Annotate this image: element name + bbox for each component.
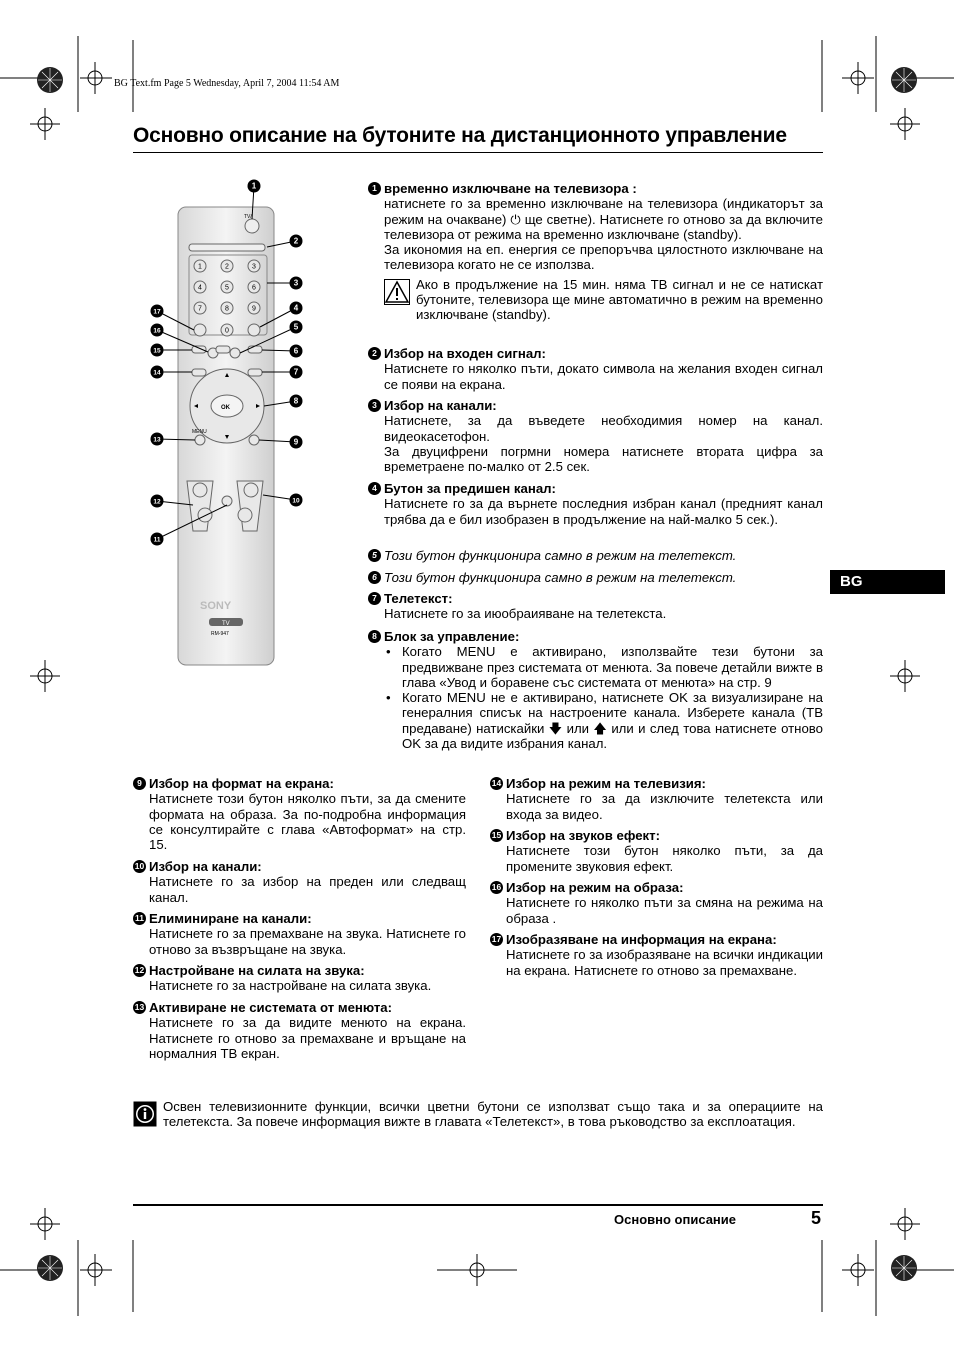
digit-label: 5 [225, 284, 229, 292]
callout-number: 8 [293, 396, 299, 406]
prev-channel-button [248, 324, 260, 336]
footer-divider [133, 1204, 823, 1206]
callout-number: 17 [153, 308, 161, 316]
callout-number: 7 [293, 367, 299, 377]
digit-label: 7 [198, 305, 202, 313]
mute-button [222, 496, 232, 506]
callout-number: 4 [293, 303, 299, 313]
digit-label: 3 [252, 263, 256, 271]
red-button [216, 346, 230, 353]
teletext-button-6 [248, 346, 262, 353]
remote-control-illustration [145, 175, 315, 675]
callout-number: 1 [251, 181, 257, 191]
item-9: 9 Избор на формат на екрана: Натиснете този бутон няколко пъти, за да смените формата на образа. За по-подробна информация се консултирайте с глава «Автоформат» на стр. 15. [133, 776, 466, 852]
ok-label: OK [221, 405, 230, 411]
page-number: 5 [811, 1208, 822, 1228]
digit-label: 9 [252, 305, 256, 313]
digit-label: 8 [225, 305, 229, 313]
power-label: TV/ [244, 214, 252, 220]
list-item: • Когато MENU не е активирано, натиснете OK за визуализиране на генералния списък на настроените канала. Изберете канала (ТВ предаване) натискайки 🡇 или 🡅 или и след това натиснете отново OK за да видите избрания канал. [368, 690, 823, 751]
power-button [245, 219, 259, 233]
digit-label: 0 [225, 327, 229, 335]
page-title: Основно описание на бутоните на дистанционното управление [133, 124, 787, 147]
item-15: 15 Избор на звуков ефект: Натиснете този бутон няколко пъти, за да промените звуковия ефект. [491, 828, 823, 874]
digit-label: 4 [198, 284, 202, 292]
title-divider [133, 152, 823, 153]
item-10: 10 Избор на канали: Натиснете го за избор на преден или следващ канал. [134, 859, 466, 905]
callout-number: 15 [153, 347, 161, 355]
item-4: 4 Бутон за предишен канал: Натиснете го за да върнете последния избран канал (предният канал трябва да е бил изобразен в продължение на най-малко 5 сек.). [368, 481, 823, 527]
callout-number: 11 [153, 536, 161, 544]
language-tab: BG [830, 570, 945, 594]
tv-mode-button [192, 369, 206, 376]
sound-effect-button [192, 346, 206, 353]
footer-section-label: Основно описание [614, 1212, 737, 1227]
menu-label: MENU [192, 429, 207, 435]
callout-number: 5 [293, 322, 299, 332]
teletext-button [248, 369, 262, 376]
item-1: 1 временно изключване на телевизора : натиснете го за временно изключване на телевизора (индикаторът за режим на очакване) ⏻ ще светне). Натиснете го отново за да включите телевизора от режима на временно изключване (standby). За икономия на еп. енергия се препоръчва цялостното изключване на телевизора когато не се използва. Ако в продължение на 15 мин. няма ТВ сигнал и не се натискат бутоните, телевизора ще мине автоматично в режим на временно изключване (standby). [368, 181, 823, 327]
tv-label: TV [222, 621, 230, 627]
item-11: 11 Елиминиране на канали: Натиснете го за премахване на звука. Натиснете го отново за възвръщане на звука. [135, 911, 466, 957]
item-5: 5 Този бутон функционира самно в режим на телетекст. [368, 548, 823, 563]
callout-number: 14 [153, 369, 161, 377]
teletext-button-5 [230, 348, 240, 358]
warning-icon [384, 279, 410, 305]
item-2: 2 Избор на входен сигнал: Натиснете го няколко пъти, докато символа на желания входен сигнал се появи на екрана. [368, 346, 823, 392]
callout-number: 13 [153, 436, 161, 444]
digit-label: 6 [252, 284, 256, 292]
callout-number: 6 [293, 346, 299, 356]
item-7: 7 Телетекст: Натиснете го за июобраияване на телетекста. [368, 591, 823, 622]
input-select-button [189, 244, 265, 251]
item-13: 13 Активиране не системата от менюта: Натиснете го за да видите менюто на екрана. Натиснете го отново за премахване и връщане на нормалния ТВ екран. [134, 1000, 466, 1061]
brand-logo: SONY [200, 600, 232, 612]
item-14: 14 Избор на режим на телевизия: Натиснете го за да изключите телетекста или входа за видео. [491, 776, 823, 822]
file-header: BG Text.fm Page 5 Wednesday, April 7, 2004 11:54 AM [114, 78, 340, 89]
info-icon [133, 1101, 157, 1127]
info-text: Освен телевизионните функции, всички цветни бутони се използват също така и за операциите на телетекста. За повече информация вижте в главата «Телетекст», в това ръководство за експлоатация. [163, 1099, 823, 1130]
callout-number: 16 [153, 327, 161, 335]
screen-format-button [249, 435, 259, 445]
digit-label: 1 [198, 263, 202, 271]
model-label: RM-947 [211, 631, 229, 637]
callout-number: 2 [293, 236, 299, 246]
item-16: 16 Избор на режим на образа: Натиснете го няколко пъти за смяна на режима на образа . [491, 880, 823, 926]
callout-number: 12 [153, 498, 161, 506]
item-3: 3 Избор на канали: Натиснете, за да въведете необходимия номер на канал. видеокасетофон. За двуцифрени погрмни номера натиснете втората цифра за времетраене по-малко от 2.5 сек. [368, 398, 823, 474]
item-8: 8 Блок за управление: • Когато MENU е активирано, използвайте тези бутони за предвижване през системата от менюта. За повече детайли вижте в глава «Увод и боравене със системата от менюта» на стр. 9 • Когато MENU не е активирано, натиснете OK за визуализиране на генералния списък на настроените канала. Изберете канала (ТВ предаване) натискайки 🡇 или 🡅 или и след това натиснете отново OK за да видите избрания канал. [368, 629, 823, 751]
item-12: 12 Настройване на силата на звука: Натиснете го за настройване на силата звука. [134, 963, 432, 994]
callout-number: 3 [293, 278, 299, 288]
info-button [194, 324, 206, 336]
list-item: • Когато MENU е активирано, използвайте тези бутони за предвижване през системата от менюта. За повече детайли вижте в глава «Увод и боравене със системата от менюта» на стр. 9 [368, 644, 823, 690]
info-note [133, 1099, 823, 1130]
warning-text: Ако в продължение на 15 мин. няма ТВ сигнал и не се натискат бутоните, телевизора ще мине автоматично в режим на временно изключване (standby). [416, 276, 823, 323]
callout-number: 9 [293, 437, 299, 447]
item-6: 6 Този бутон функционира самно в режим на телетекст. [368, 570, 823, 585]
menu-button [195, 435, 205, 445]
callout-number: 10 [292, 497, 300, 505]
digit-label: 2 [225, 263, 229, 271]
item-17: 17 Изобразяване на информация на екрана: Натиснете го за изобразяване на всички индикации на екрана. Натиснете го отново за премахване. [491, 932, 823, 978]
